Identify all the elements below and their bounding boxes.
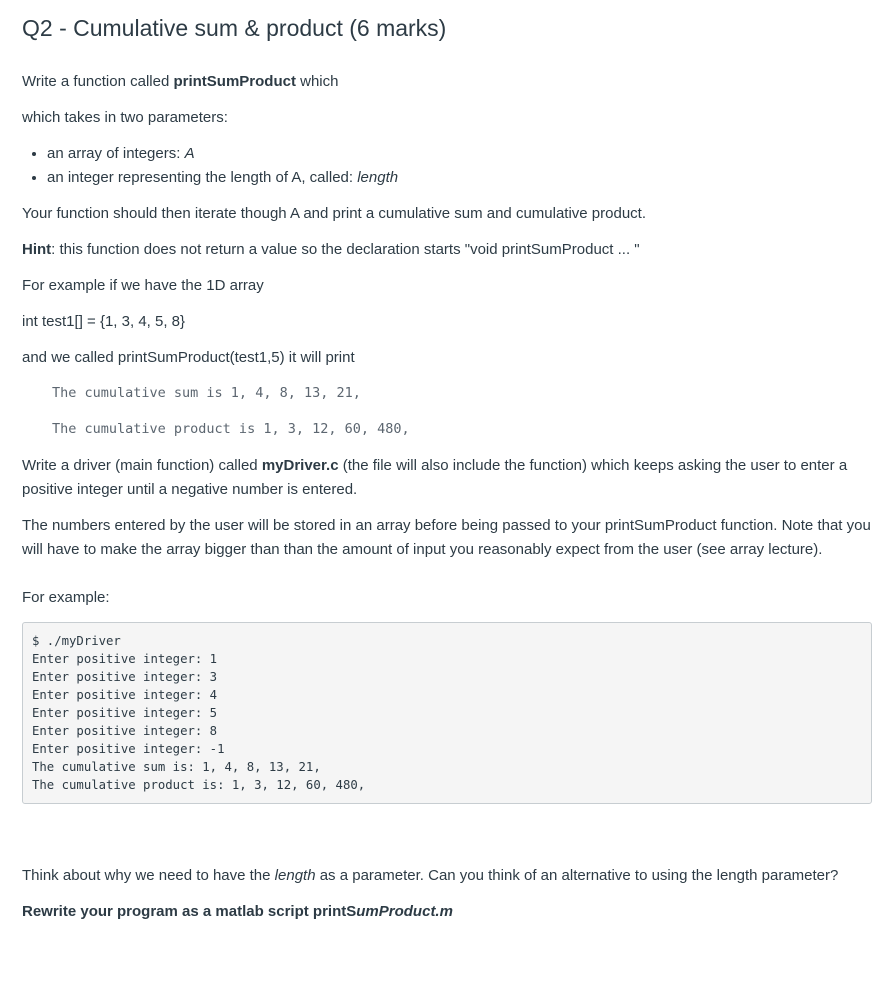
terminal-output (22, 622, 872, 804)
hint-label: Hint (22, 241, 52, 258)
hint-text: : this function does not return a value so the declaration starts "void printSumProduct ... " (51, 241, 640, 258)
intro-paragraph (22, 70, 872, 94)
terminal-line: $ ./myDriver (32, 634, 121, 648)
param-array-text: an array of integers: (47, 145, 185, 162)
question-title: Q2 - Cumulative sum & product (6 marks) (22, 15, 447, 41)
function-name: printSumProduct (173, 73, 296, 90)
think-length: length (274, 867, 316, 884)
terminal-line: Enter positive integer: 3 (32, 670, 218, 684)
driver-suffix: (the file will also include the function) which keeps asking the user to enter a positive integer until a negative number is entered. (22, 457, 848, 498)
terminal-line: Enter positive integer: 8 (32, 724, 218, 738)
terminal-line: Enter positive integer: 1 (32, 652, 218, 666)
param-length-text: an integer representing the length of A, called: (47, 169, 358, 186)
terminal-line: Enter positive integer: -1 (32, 742, 225, 756)
driver-file: myDriver.c (261, 457, 339, 474)
for-example-label: For example: (22, 589, 110, 606)
think-prefix: Think about why we need to have the (22, 867, 275, 884)
iterate-paragraph: Your function should then iterate though A and print a cumulative sum and cumulative product. (22, 205, 647, 222)
array-declaration: int test1[] = {1, 3, 4, 5, 8} (22, 313, 186, 330)
params-list (22, 142, 872, 190)
example-intro: For example if we have the 1D array (22, 277, 264, 294)
output-line-sum: The cumulative sum is 1, 4, 8, 13, 21, (52, 385, 361, 401)
numbers-paragraph: The numbers entered by the user will be stored in an array before being passed to your printSumProduct function. Note that you will have to make the array bigger than than the amount of input you reasonably expect from the user (see array lecture). (22, 517, 871, 558)
param-item-array (47, 142, 872, 166)
param-item-length (47, 166, 872, 190)
terminal-line: The cumulative product is: 1, 3, 12, 60, 480, (32, 778, 366, 792)
terminal-line: Enter positive integer: 5 (32, 706, 218, 720)
driver-prefix: Write a driver (main function) called (22, 457, 262, 474)
driver-paragraph (22, 454, 872, 502)
intro-suffix: which (295, 73, 339, 90)
think-suffix: as a parameter. Can you think of an alternative to using the length parameter? (315, 867, 839, 884)
think-paragraph (22, 864, 872, 888)
rewrite-paragraph (22, 900, 872, 924)
output-line-product: The cumulative product is 1, 3, 12, 60, 480, (52, 421, 410, 437)
terminal-line: The cumulative sum is: 1, 4, 8, 13, 21, (32, 760, 321, 774)
call-paragraph: and we called printSumProduct(test1,5) it will print (22, 349, 355, 366)
param-array-name: A (184, 145, 195, 162)
terminal-line: Enter positive integer: 4 (32, 688, 218, 702)
hint-paragraph (22, 238, 872, 262)
params-intro: which takes in two parameters: (22, 109, 228, 126)
param-length-name: length (357, 169, 399, 186)
rewrite-text: Rewrite your program as a matlab script printS (22, 903, 357, 920)
intro-prefix: Write a function called (22, 73, 174, 90)
rewrite-filename: umProduct.m (356, 903, 453, 920)
